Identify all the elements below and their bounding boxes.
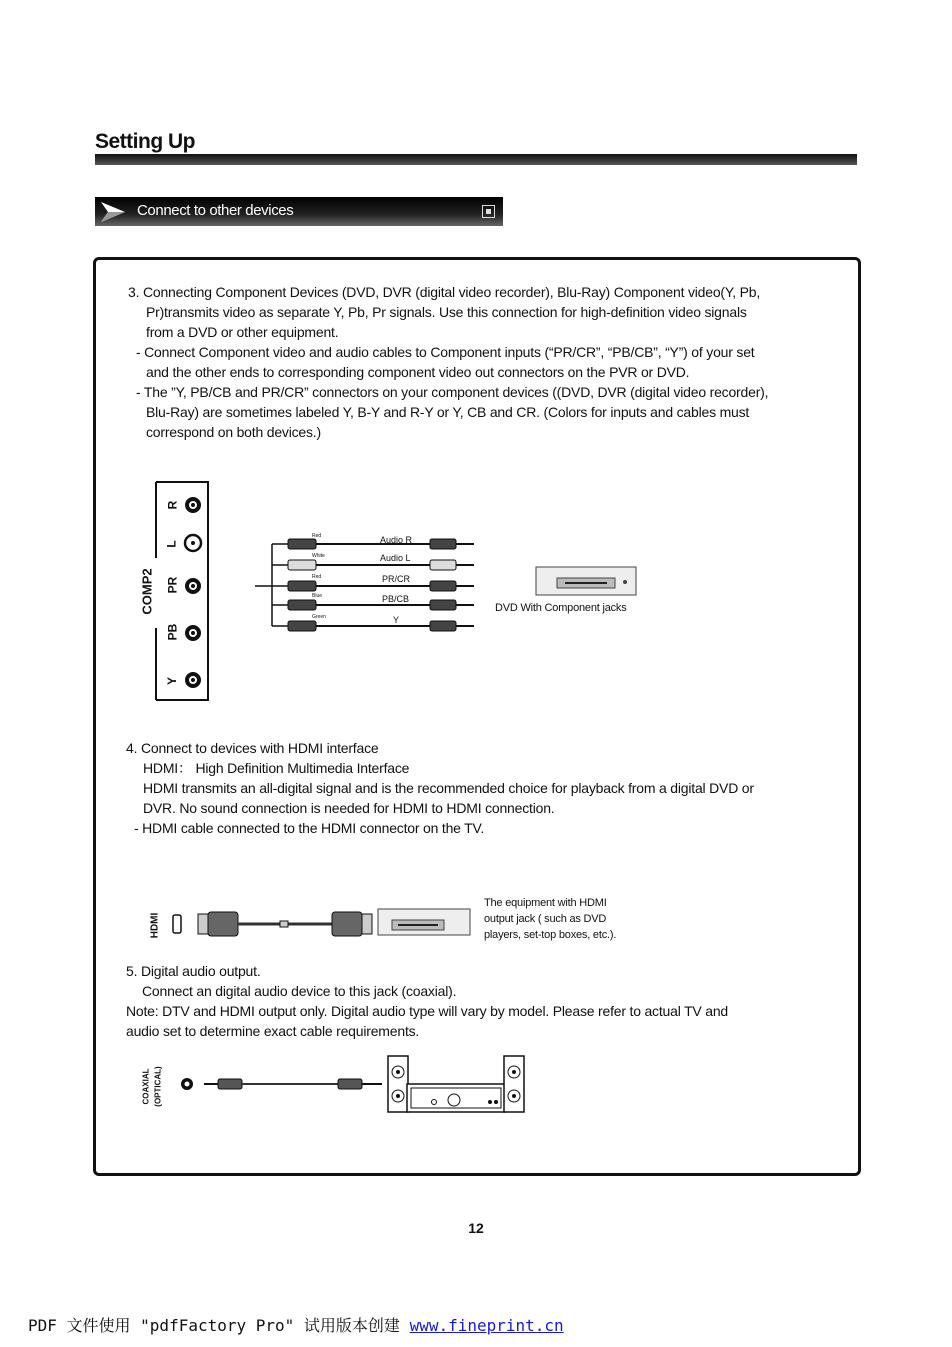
section-4-line: - HDMI cable connected to the HDMI connector on the TV. — [134, 820, 485, 836]
hdmi-device-label: players, set-top boxes, etc.). — [484, 929, 617, 941]
hdmi-device-label: output jack ( such as DVD — [484, 913, 607, 925]
section-4-line: HDMI transmits an all-digital signal and is the recommended choice for playback from a digital DVD or — [143, 780, 754, 796]
section-3-line: Blu-Ray) are sometimes labeled Y, B-Y and R-Y or Y, CB and CR. (Colors for inputs and cables must — [146, 404, 750, 420]
hdmi-port-label: HDMI — [149, 912, 161, 939]
dvd-player-image — [535, 566, 639, 596]
section-5-line: 5. Digital audio output. — [126, 963, 261, 979]
jack-r — [185, 497, 201, 513]
cable-color-label: Red — [312, 574, 322, 580]
cable-label-pb-cb: PB/CB — [382, 594, 410, 604]
section-5-line: Note: DTV and HDMI output only. Digital audio type will vary by model. Please refer to actual TV and — [126, 1003, 729, 1019]
section-4-line: HDMI： High Definition Multimedia Interface — [143, 760, 410, 776]
section-3-line: and the other ends to corresponding component video out connectors on the PVR or DVD. — [146, 364, 690, 380]
section-3-line: - The ”Y, PB/CB and PR/CR” connectors on your component devices ((DVD, DVR (digital video recorder), — [136, 384, 769, 400]
jack-label-l: L — [164, 540, 179, 548]
cable-label-pr-cr: PR/CR — [382, 574, 411, 584]
section-3-line: correspond on both devices.) — [146, 424, 321, 440]
component-cables — [250, 530, 480, 635]
cable-label-y: Y — [393, 615, 400, 625]
section-3-line: Pr)transmits video as separate Y, Pb, Pr signals. Use this connection for high-definition video signals — [146, 304, 747, 320]
jack-label-pb: PB — [165, 623, 180, 641]
jack-label-r: R — [165, 500, 180, 510]
jack-label-y: Y — [165, 676, 180, 686]
page-title: Setting Up — [95, 130, 195, 153]
title-underline-bar — [95, 154, 857, 165]
section-3-line: from a DVD or other equipment. — [146, 324, 339, 340]
comp2-label: COMP2 — [139, 568, 155, 615]
section-5-line: audio set to determine exact cable requirements. — [126, 1023, 420, 1039]
footer — [28, 1313, 564, 1336]
jack-l — [185, 535, 201, 551]
cable-color-label: White — [312, 553, 325, 559]
coaxial-connection — [178, 1052, 530, 1116]
section-4-line: 4. Connect to devices with HDMI interface — [126, 740, 379, 756]
banner-label: Connect to other devices — [137, 202, 294, 219]
cable-color-label: Blue — [312, 593, 323, 599]
footer-text: PDF 文件使用 "pdfFactory Pro" 试用版本创建 — [28, 1316, 410, 1335]
coaxial-port-label: (OPTICAL) — [153, 1066, 163, 1107]
section-5-line: Connect an digital audio device to this jack (coaxial). — [142, 983, 457, 999]
section-banner — [95, 197, 503, 226]
page-number: 12 — [468, 1220, 484, 1236]
cable-color-label: Green — [312, 614, 326, 620]
menu-box-icon — [482, 205, 495, 218]
component-input-panel — [148, 478, 212, 704]
hdmi-port-icon — [173, 915, 181, 933]
section-3-line: 3. Connecting Component Devices (DVD, DVR (digital video recorder), Blu-Ray) Component video(Y, Pb, — [128, 284, 761, 300]
dvd-device-label: DVD With Component jacks — [495, 602, 627, 614]
cable-label-audio-r: Audio R — [380, 535, 413, 545]
coaxial-port-label: COAXIAL — [141, 1068, 151, 1105]
jack-y — [185, 672, 201, 688]
cable-label-audio-l: Audio L — [380, 553, 411, 563]
jack-label-pr: PR — [165, 576, 180, 594]
cable-color-label: Red — [312, 533, 322, 539]
hdmi-device-label: The equipment with HDMI — [484, 897, 607, 909]
jack-pb — [185, 625, 201, 641]
footer-link[interactable]: www.fineprint.cn — [409, 1316, 564, 1335]
hdmi-connection — [170, 908, 480, 942]
section-4-line: DVR. No sound connection is needed for HDMI to HDMI connection. — [143, 800, 555, 816]
jack-pr — [185, 578, 201, 594]
section-3-line: - Connect Component video and audio cables to Component inputs (“PR/CR”, “PB/CB”, “Y”) of your set — [136, 344, 755, 360]
chevron-right-icon — [99, 200, 129, 224]
